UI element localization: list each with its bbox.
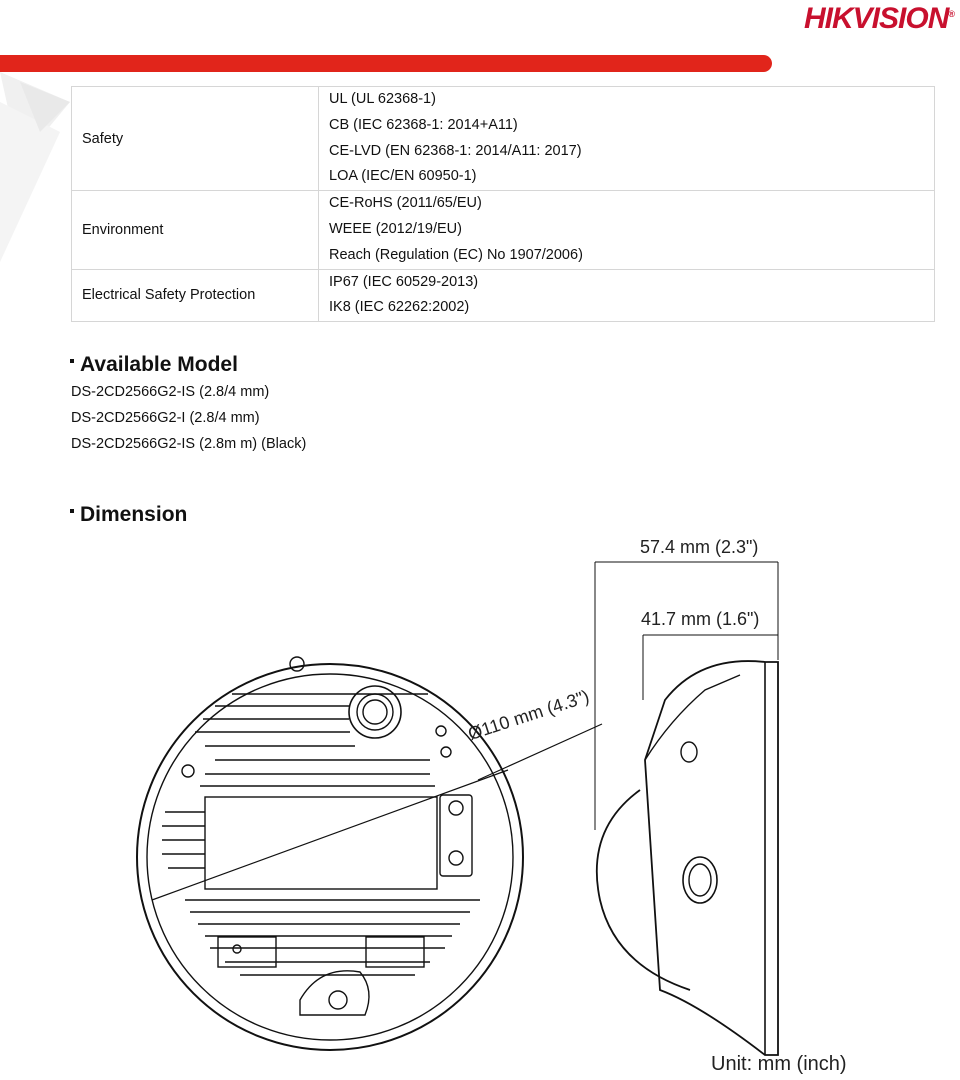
camera-side-view	[595, 562, 778, 1055]
list-item: DS-2CD2566G2-I (2.8/4 mm)	[71, 410, 260, 426]
dimension-total-depth: 57.4 mm (2.3")	[640, 537, 759, 557]
camera-bottom-view	[137, 657, 523, 1050]
row-values: CE-RoHS (2011/65/EU) WEEE (2012/19/EU) Reach (Regulation (EC) No 1907/2006)	[319, 191, 935, 269]
dimension-diameter: Ø110 mm (4.3")	[465, 686, 592, 745]
row-label: Environment	[72, 191, 319, 269]
logo-text: HIKVISION	[804, 2, 949, 35]
list-item: DS-2CD2566G2-IS (2.8/4 mm)	[71, 384, 270, 400]
row-values: UL (UL 62368-1) CB (IEC 62368-1: 2014+A11) CE-LVD (EN 62368-1: 2014/A11: 2017) LOA (IEC/EN 60950-1)	[319, 87, 935, 191]
list-item: DS-2CD2566G2-IS (2.8m m) (Black)	[71, 436, 307, 452]
row-label: Safety	[72, 87, 319, 191]
dimension-heading: Dimension	[70, 503, 187, 527]
dimension-base-depth: 41.7 mm (1.6")	[641, 609, 760, 629]
row-label: Electrical Safety Protection	[72, 269, 319, 322]
available-model-heading: Available Model	[70, 353, 238, 377]
row-values: IP67 (IEC 60529-2013) IK8 (IEC 62262:2002)	[319, 269, 935, 322]
unit-note: Unit: mm (inch)	[711, 1053, 847, 1075]
registered-mark: ®	[948, 9, 954, 19]
